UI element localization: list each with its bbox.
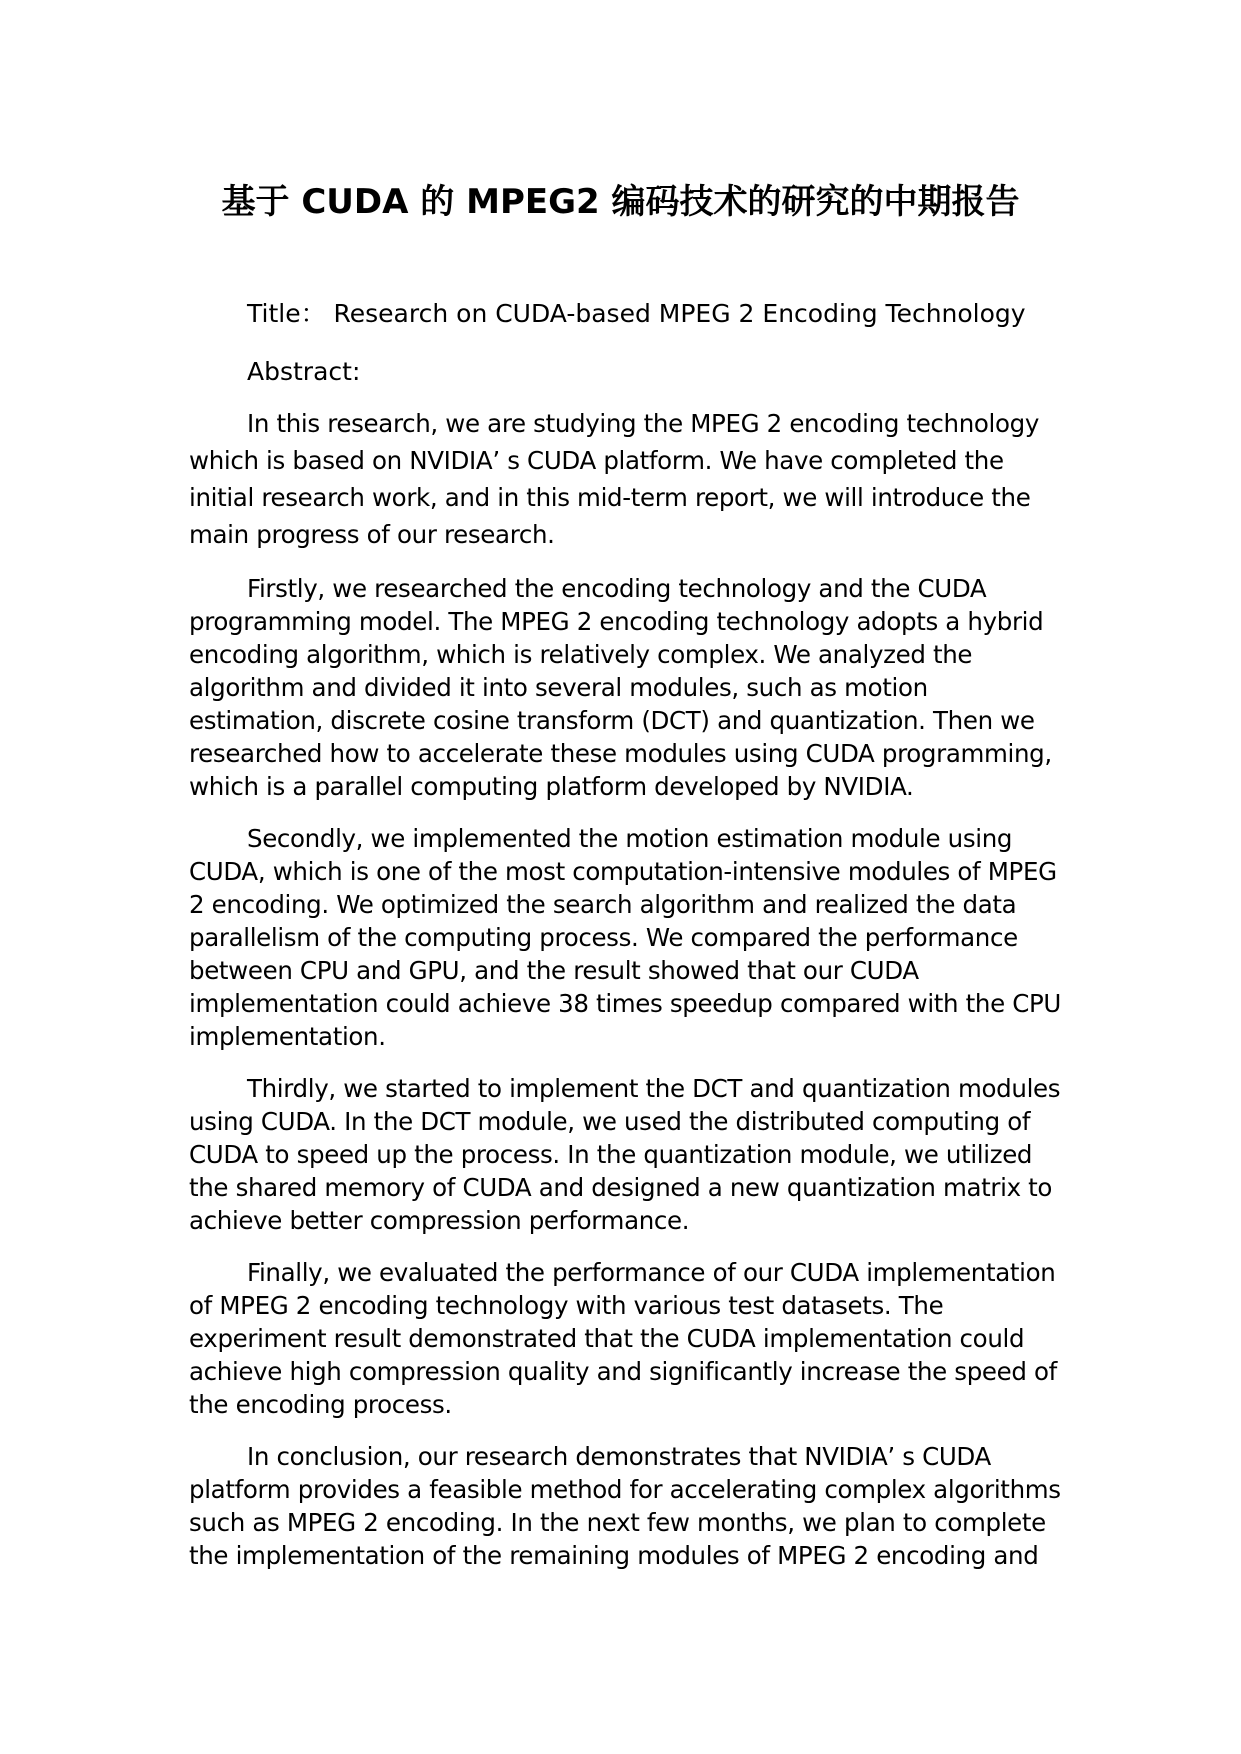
- abstract-body: [189, 405, 1069, 1591]
- paragraph-finally: Finally, we evaluated the performance of our CUDA implementation of MPEG 2 encoding technology with various test datasets. The experiment result demonstrated that the CUDA implementation could achieve high compression quality and significantly increase the speed of the encoding process.: [189, 1258, 1057, 1419]
- paragraph-secondly: Secondly, we implemented the motion estimation module using CUDA, which is one of the most computation-intensive modules of MPEG 2 encoding. We optimized the search algorithm and realized the data parallelism of the computing process. We compared the performance between CPU and GPU, and the result showed that our CUDA implementation could achieve 38 times speedup compared with the CPU implementation.: [189, 824, 1062, 1051]
- abstract-label: Abstract:: [247, 357, 361, 386]
- paragraph-firstly: Firstly, we researched the encoding technology and the CUDA programming model. The MPEG 2 encoding technology adopts a hybrid encoding algorithm, which is relatively complex. We analyzed the algorithm and divided it into several modules, such as motion estimation, discrete cosine transform (DCT) and quantization. Then we researched how to accelerate these modules using CUDA programming, which is a parallel computing platform developed by NVIDIA.: [189, 574, 1052, 801]
- paragraph-conclusion: In conclusion, our research demonstrates that NVIDIA’ s CUDA platform provides a feasible method for accelerating complex algorithms such as MPEG 2 encoding. In the next few months, we plan to complete the implementation of the remaining modules of MPEG 2 encoding and: [189, 1442, 1061, 1570]
- english-title-line: Title： Research on CUDA-based MPEG 2 Encoding Technology: [247, 299, 1026, 328]
- paragraph-thirdly: Thirdly, we started to implement the DCT and quantization modules using CUDA. In the DCT module, we used the distributed computing of CUDA to speed up the process. In the quantization module, we utilized the shared memory of CUDA and designed a new quantization matrix to achieve better compression performance.: [189, 1074, 1061, 1235]
- paragraph-intro: In this research, we are studying the MPEG 2 encoding technology which is based on NVIDIA’ s CUDA platform. We have completed the initial research work, and in this mid-term report, we will introduce the main progress of our research.: [189, 409, 1039, 549]
- document-title: 基于 CUDA 的 MPEG2 编码技术的研究的中期报告: [221, 182, 1020, 222]
